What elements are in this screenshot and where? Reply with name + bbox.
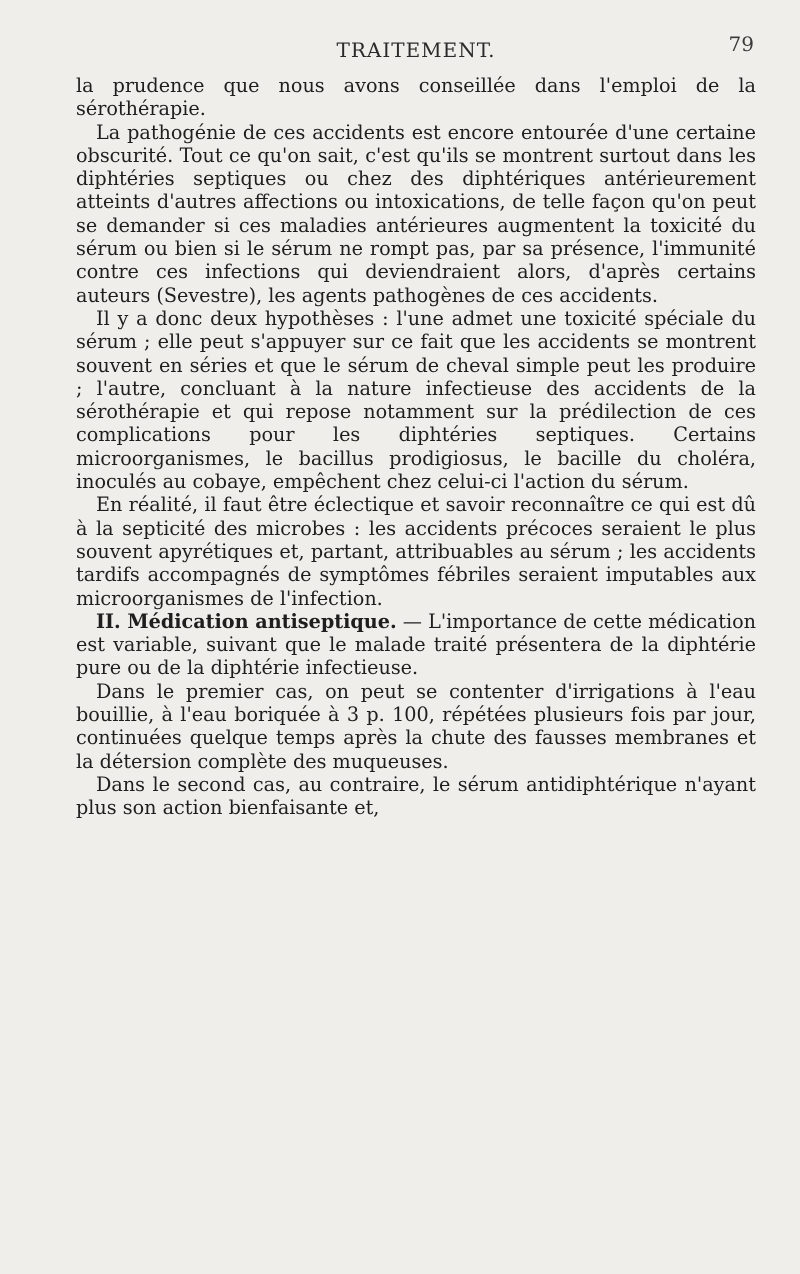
body-text [76, 74, 756, 820]
paragraph-premier-cas: Dans le premier cas, on peut se contenter d'irrigations à l'eau bouillie, à l'eau boriquée à 3 p. 100, répétées plusieurs fois par jour, continuées quelque temps après la chute des fausses membranes et la détersion complète des muqueuses. [76, 679, 756, 773]
section-heading: II. Médication antiseptique. [96, 609, 397, 633]
book-page [76, 24, 756, 820]
running-title: TRAITEMENT. [336, 38, 496, 62]
section-paragraph [76, 610, 756, 680]
paragraph-eclectique: En réalité, il faut être éclectique et savoir reconnaître ce qui est dû à la septicité des microbes : les accidents précoces seraient le plus souvent apyrétiques et, partant, attribuables au sérum ; les accidents tardifs accompagnés de symptômes fébriles seraient imputables aux microorganismes de l'infection. [76, 493, 756, 610]
running-header [76, 24, 756, 74]
paragraph-second-cas: Dans le second cas, au contraire, le sérum antidiphtérique n'ayant plus son action bienfaisante et, [76, 772, 756, 820]
paragraph-hypotheses: Il y a donc deux hypothèses : l'une admet une toxicité spéciale du sérum ; elle peut s'appuyer sur ce fait que les accidents se montrent souvent en séries et que le sérum de cheval simple peut les produire ; l'autre, concluant à la nature infectieuse des accidents de la sérothérapie et qui repose notamment sur la prédilection de ces complications pour les diphtéries septiques. Certains microorganismes, le bacillus prodigiosus, le bacille du choléra, inoculés au cobaye, empêchent chez celui-ci l'action du sérum. [76, 306, 756, 494]
page-number: 79 [728, 32, 754, 56]
section-lead-text: — L'importance de cette médication est variable, suivant que le malade traité présentera de la diphtérie pure ou de la diphtérie infectieuse. [76, 609, 756, 680]
paragraph-pathogenie: La pathogénie de ces accidents est encore entourée d'une certaine obscurité. Tout ce qu'on sait, c'est qu'ils se montrent surtout dans les diphtéries septiques ou chez des diphtériques antérieurement atteints d'autres affections ou intoxications, de telle façon qu'on peut se demander si ces maladies antérieures augmentent la toxicité du sérum ou bien si le sérum ne rompt pas, par sa présence, l'immunité contre ces infections qui deviendraient alors, d'après certains auteurs (Sevestre), les agents pathogènes de ces accidents. [76, 120, 756, 307]
paragraph-continuation: la prudence que nous avons conseillée dans l'emploi de la sérothérapie. [76, 74, 756, 121]
